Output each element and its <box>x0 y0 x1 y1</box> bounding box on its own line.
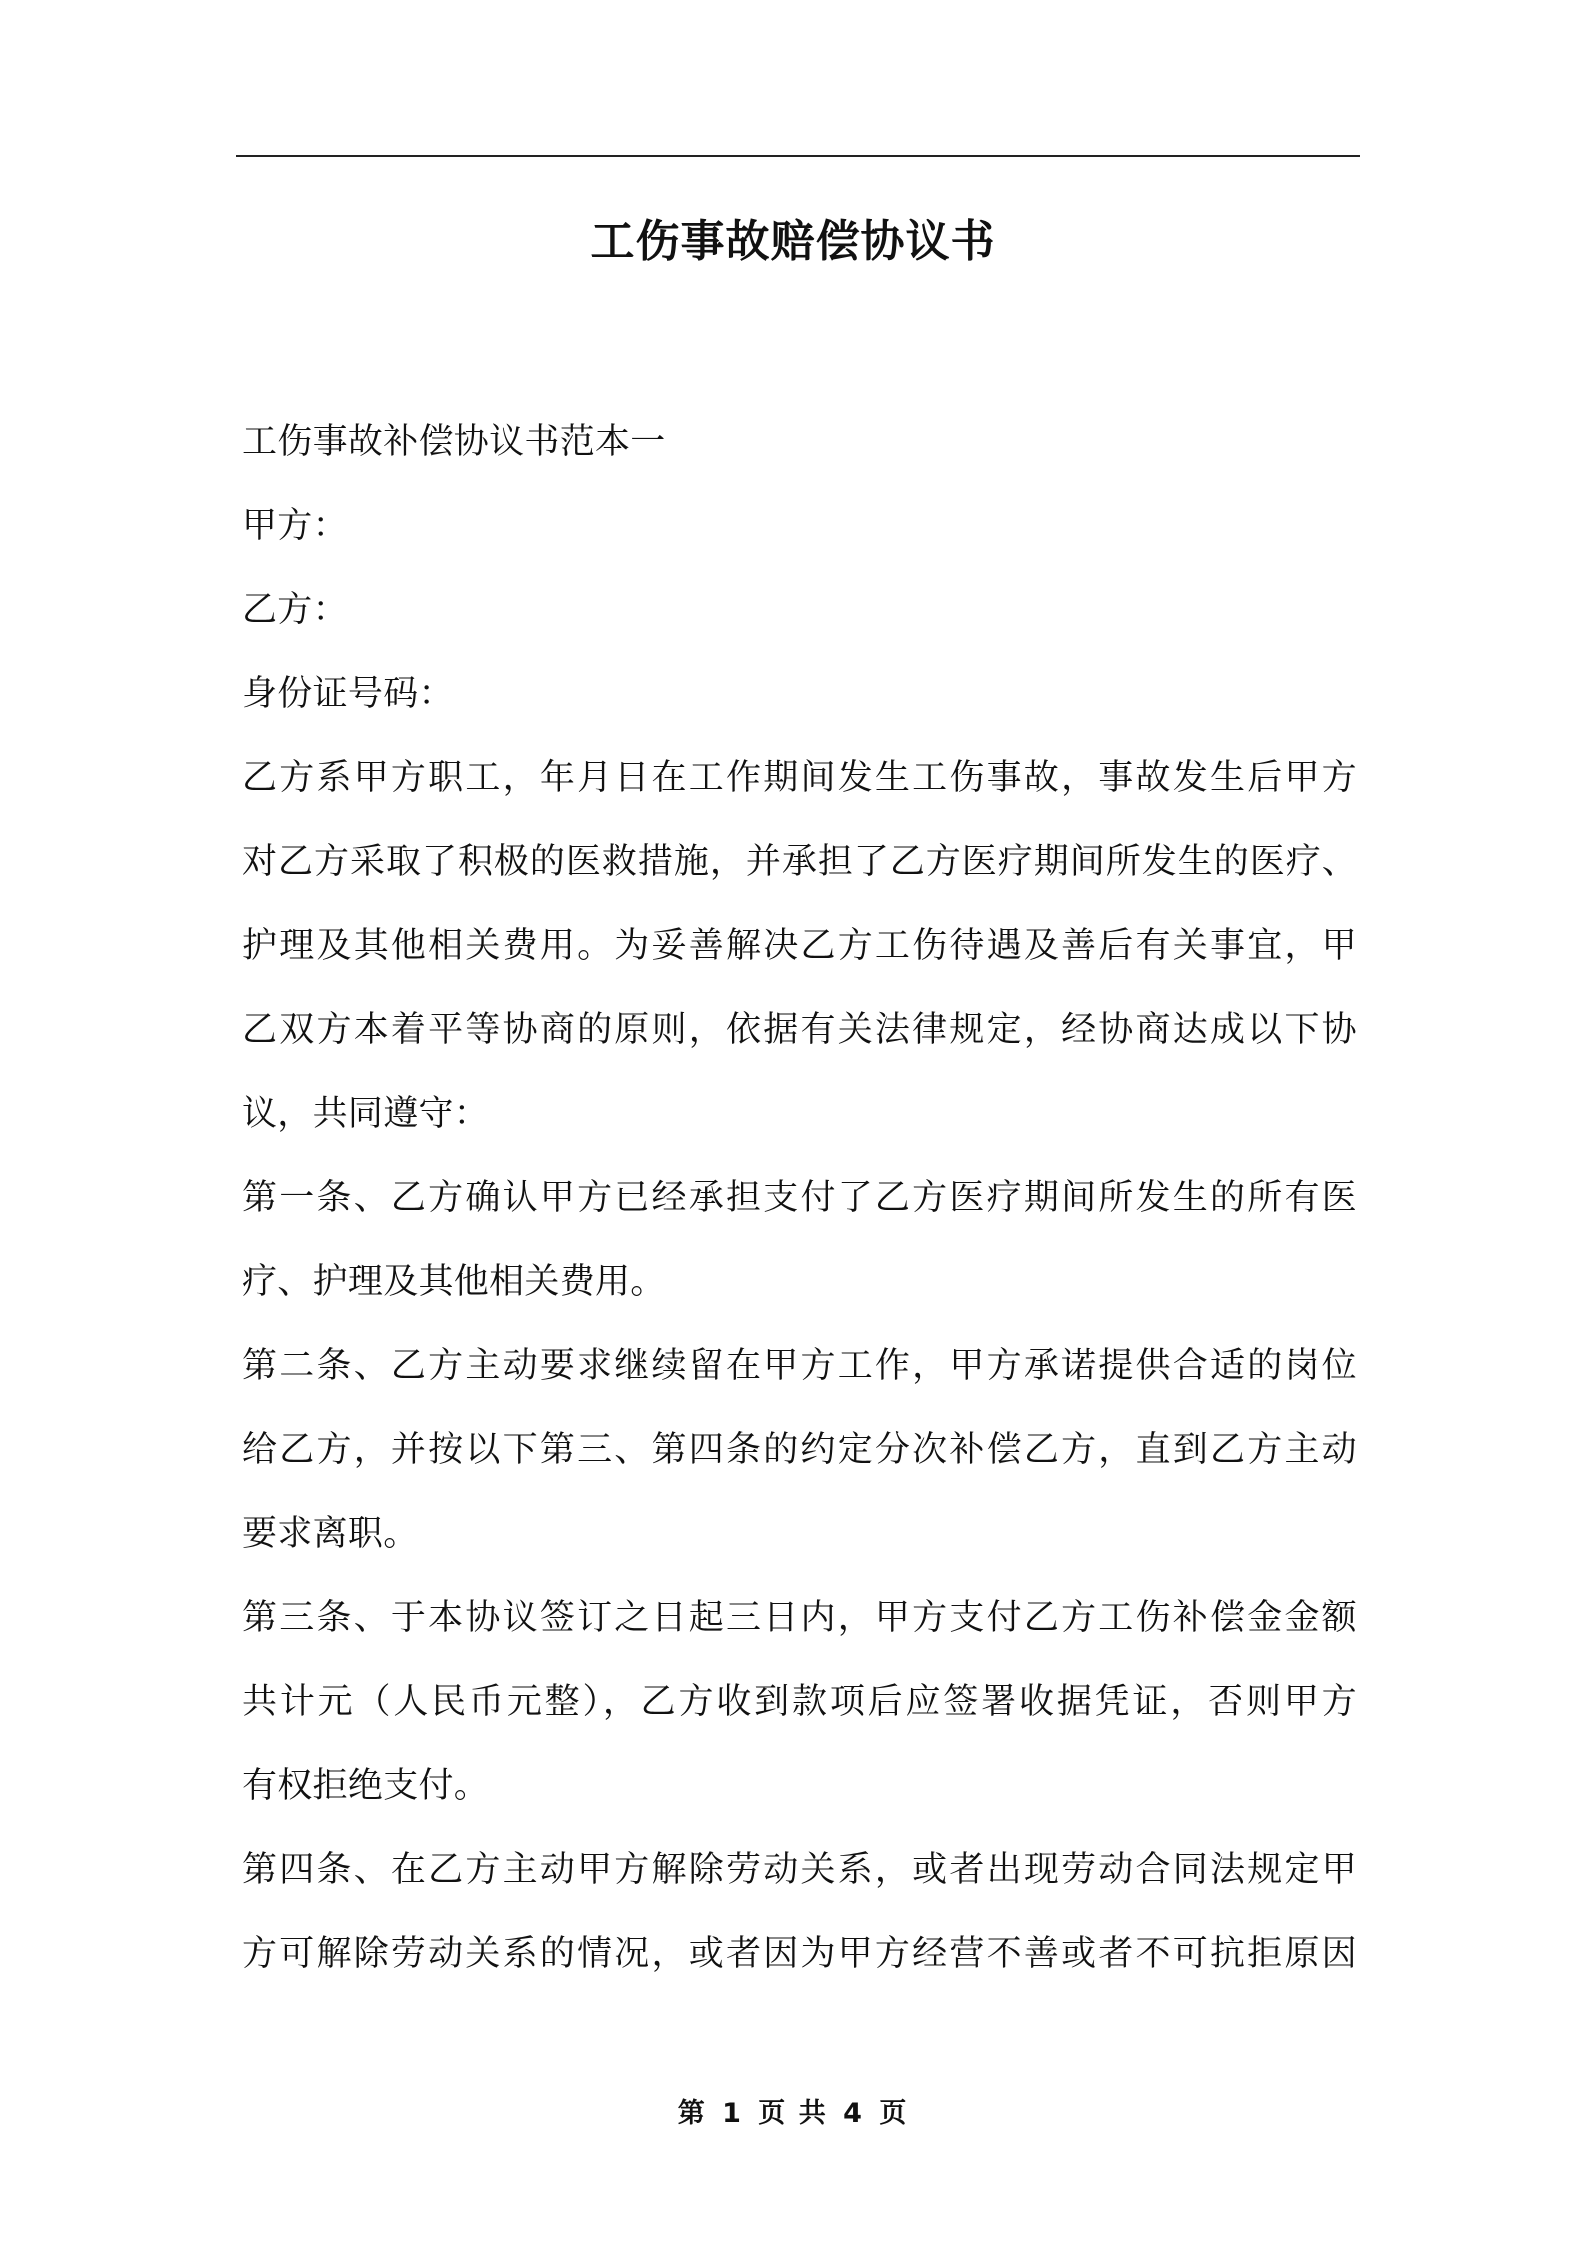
total-page-count: 4 <box>843 2098 864 2129</box>
paragraph-line: 乙双方本着平等协商的原则，依据有关法律规定，经协商达成以下协 <box>242 1010 1357 1050</box>
article-2-line: 要求离职。 <box>242 1514 419 1554</box>
article-1-line: 疗、护理及其他相关费用。 <box>242 1262 666 1302</box>
article-4-line: 第四条、在乙方主动甲方解除劳动关系，或者出现劳动合同法规定甲 <box>242 1850 1357 1890</box>
article-3-line: 共计元（人民币元整），乙方收到款项后应签署收据凭证，否则甲方 <box>242 1682 1357 1722</box>
header-rule <box>236 155 1360 157</box>
current-page-number: 1 <box>722 2098 743 2129</box>
party-b-field: 乙方： <box>242 590 348 630</box>
article-1-line: 第一条、乙方确认甲方已经承担支付了乙方医疗期间所发生的所有医 <box>242 1178 1357 1218</box>
paragraph-line: 对乙方采取了积极的医救措施，并承担了乙方医疗期间所发生的医疗、 <box>242 842 1357 882</box>
paragraph-line: 护理及其他相关费用。为妥善解决乙方工伤待遇及善后有关事宜，甲 <box>242 926 1357 966</box>
section-heading: 工伤事故补偿协议书范本一 <box>242 422 666 462</box>
paragraph-line: 议，共同遵守： <box>242 1094 490 1134</box>
paragraph-line: 乙方系甲方职工，年月日在工作期间发生工伤事故，事故发生后甲方 <box>242 758 1357 798</box>
document-title: 工伤事故赔偿协议书 <box>590 216 996 267</box>
footer-prefix: 第 <box>677 2098 707 2129</box>
party-a-field: 甲方： <box>242 506 348 546</box>
footer-middle: 页 共 <box>758 2098 828 2129</box>
footer-suffix: 页 <box>879 2098 909 2129</box>
article-3-line: 有权拒绝支付。 <box>242 1766 490 1806</box>
page-number-footer <box>0 2094 1586 2134</box>
article-4-line: 方可解除劳动关系的情况，或者因为甲方经营不善或者不可抗拒原因 <box>242 1934 1357 1974</box>
document-body <box>242 400 1357 1996</box>
article-2-line: 给乙方，并按以下第三、第四条的约定分次补偿乙方，直到乙方主动 <box>242 1430 1357 1470</box>
article-2-line: 第二条、乙方主动要求继续留在甲方工作，甲方承诺提供合适的岗位 <box>242 1346 1357 1386</box>
id-number-field: 身份证号码： <box>242 674 454 714</box>
article-3-line: 第三条、于本协议签订之日起三日内，甲方支付乙方工伤补偿金金额 <box>242 1598 1357 1638</box>
